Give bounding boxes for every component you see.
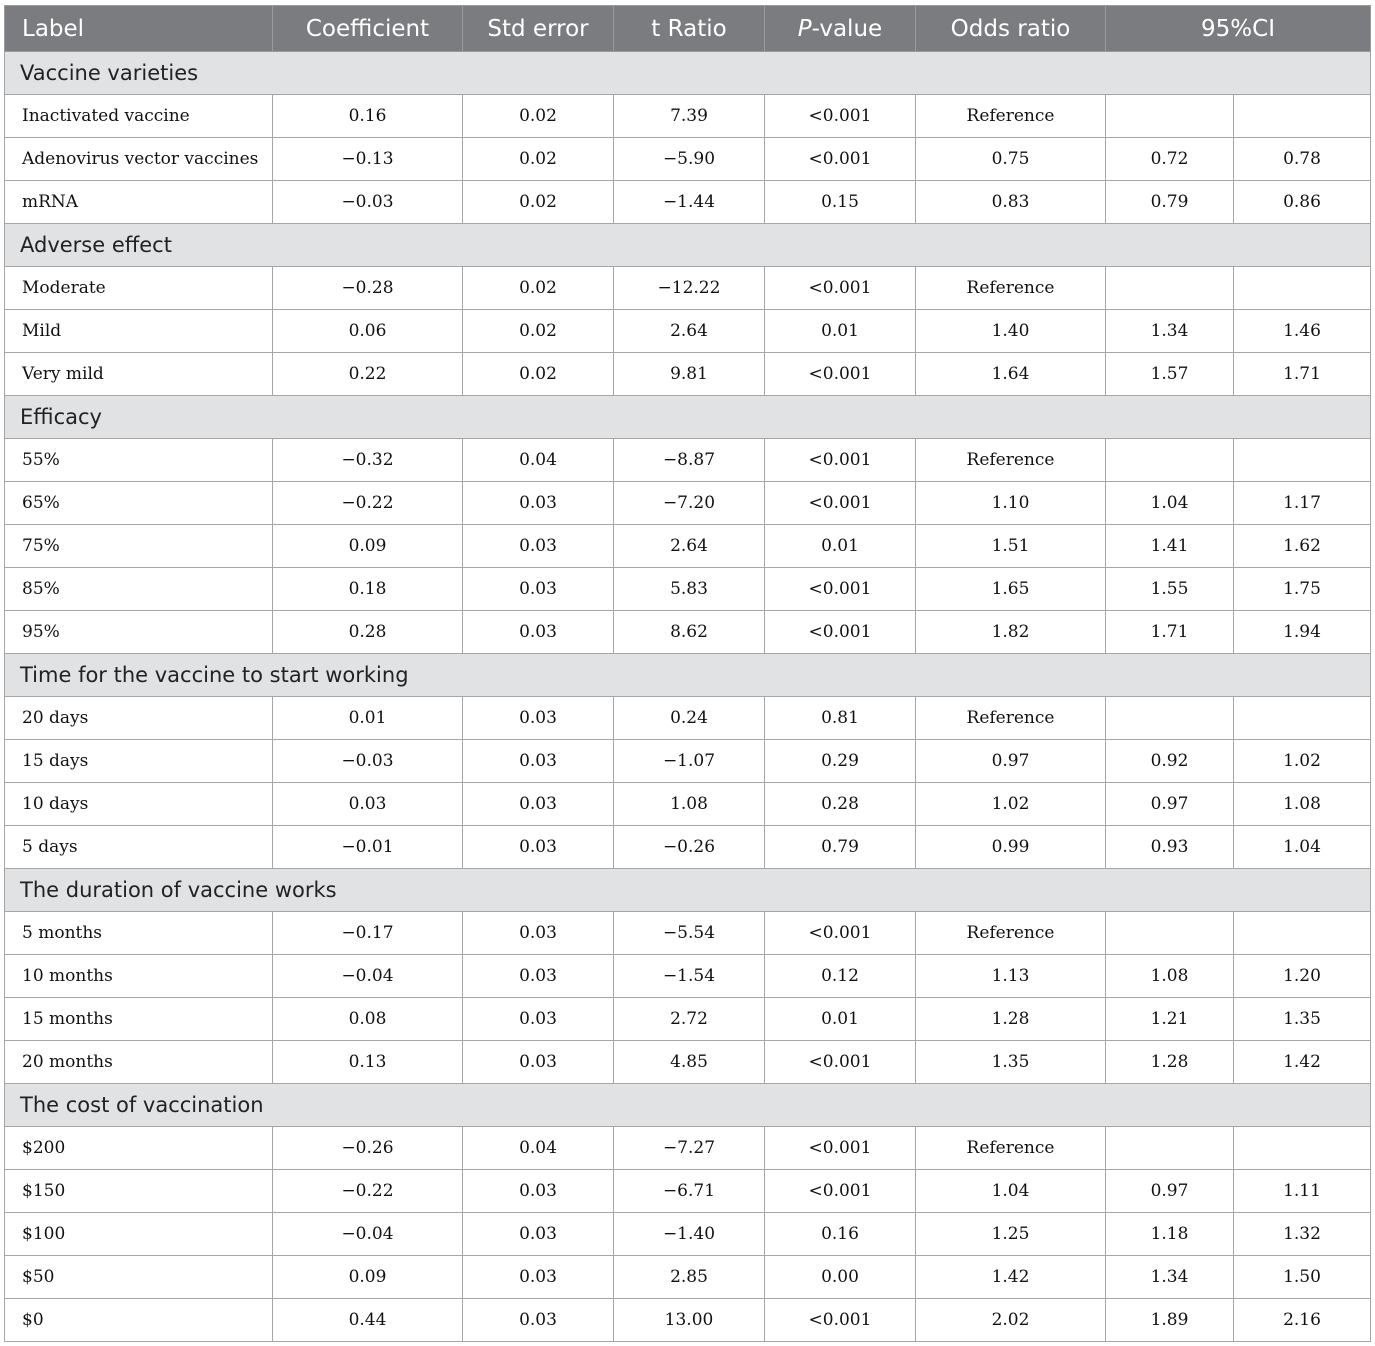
t-ratio-cell: −1.07 [614,740,765,783]
std-error-cell: 0.03 [463,1256,614,1299]
table-body [5,52,1371,1342]
p-value-cell: <0.001 [765,912,916,955]
table-row [5,1041,1371,1084]
p-value-cell: 0.01 [765,310,916,353]
coefficient-cell: −0.22 [273,482,463,525]
odds-ratio-cell: 1.35 [916,1041,1106,1084]
p-value-cell: <0.001 [765,353,916,396]
section-row [5,869,1371,912]
row-label: 95% [5,611,273,654]
ci-upper-cell: 1.32 [1234,1213,1371,1256]
coefficient-cell: 0.16 [273,95,463,138]
ci-lower-cell: 0.92 [1106,740,1234,783]
ci-lower-cell: 1.28 [1106,1041,1234,1084]
ci-lower-cell [1106,1127,1234,1170]
coefficient-cell: 0.13 [273,1041,463,1084]
ci-upper-cell: 1.42 [1234,1041,1371,1084]
std-error-cell: 0.03 [463,611,614,654]
coefficient-cell: 0.09 [273,525,463,568]
p-value-cell: 0.00 [765,1256,916,1299]
section-title: Adverse effect [5,224,1371,267]
ci-lower-cell: 1.21 [1106,998,1234,1041]
row-label: 55% [5,439,273,482]
ci-upper-cell: 1.35 [1234,998,1371,1041]
p-value-cell: 0.28 [765,783,916,826]
row-label: $150 [5,1170,273,1213]
table-row [5,310,1371,353]
ci-upper-cell: 1.17 [1234,482,1371,525]
table-row [5,482,1371,525]
section-row [5,654,1371,697]
odds-ratio-cell: Reference [916,1127,1106,1170]
row-label: Moderate [5,267,273,310]
ci-lower-cell: 1.57 [1106,353,1234,396]
table-row [5,1299,1371,1342]
p-value-cell: <0.001 [765,568,916,611]
header-p-value-rest: -value [811,15,883,42]
section-row [5,224,1371,267]
table-row [5,181,1371,224]
table-row [5,1127,1371,1170]
table-row [5,1170,1371,1213]
table-row [5,611,1371,654]
std-error-cell: 0.02 [463,267,614,310]
t-ratio-cell: −7.27 [614,1127,765,1170]
odds-ratio-cell: 1.04 [916,1170,1106,1213]
odds-ratio-cell: 1.82 [916,611,1106,654]
p-value-cell: <0.001 [765,267,916,310]
coefficient-cell: 0.01 [273,697,463,740]
coefficient-cell: 0.28 [273,611,463,654]
std-error-cell: 0.03 [463,1170,614,1213]
coefficient-cell: −0.03 [273,181,463,224]
ci-upper-cell [1234,267,1371,310]
row-label: 10 days [5,783,273,826]
odds-ratio-cell: 1.64 [916,353,1106,396]
row-label: Inactivated vaccine [5,95,273,138]
odds-ratio-cell: Reference [916,95,1106,138]
table-row [5,912,1371,955]
odds-ratio-cell: Reference [916,697,1106,740]
row-label: Mild [5,310,273,353]
std-error-cell: 0.03 [463,955,614,998]
header-row [5,6,1371,52]
t-ratio-cell: −0.26 [614,826,765,869]
row-label: 85% [5,568,273,611]
odds-ratio-cell: 1.65 [916,568,1106,611]
coefficient-cell: −0.13 [273,138,463,181]
p-value-cell: 0.01 [765,525,916,568]
header-odds-ratio: Odds ratio [916,6,1106,52]
odds-ratio-cell: 0.97 [916,740,1106,783]
coefficient-cell: 0.06 [273,310,463,353]
t-ratio-cell: 5.83 [614,568,765,611]
t-ratio-cell: −1.54 [614,955,765,998]
t-ratio-cell: 9.81 [614,353,765,396]
t-ratio-cell: 8.62 [614,611,765,654]
ci-upper-cell: 0.86 [1234,181,1371,224]
coefficient-cell: −0.01 [273,826,463,869]
row-label: $100 [5,1213,273,1256]
ci-lower-cell: 0.79 [1106,181,1234,224]
p-value-cell: <0.001 [765,1170,916,1213]
odds-ratio-cell: 0.99 [916,826,1106,869]
row-label: $200 [5,1127,273,1170]
table-row [5,1256,1371,1299]
p-value-cell: <0.001 [765,611,916,654]
t-ratio-cell: −7.20 [614,482,765,525]
std-error-cell: 0.03 [463,998,614,1041]
table-row [5,525,1371,568]
ci-lower-cell: 1.34 [1106,310,1234,353]
ci-lower-cell: 0.97 [1106,1170,1234,1213]
t-ratio-cell: 2.64 [614,525,765,568]
section-title: Time for the vaccine to start working [5,654,1371,697]
header-coefficient: Coefficient [273,6,463,52]
table-row [5,568,1371,611]
coefficient-cell: −0.17 [273,912,463,955]
t-ratio-cell: −1.40 [614,1213,765,1256]
ci-upper-cell [1234,95,1371,138]
ci-lower-cell: 0.97 [1106,783,1234,826]
ci-lower-cell: 1.08 [1106,955,1234,998]
odds-ratio-cell: 0.75 [916,138,1106,181]
std-error-cell: 0.03 [463,1213,614,1256]
std-error-cell: 0.03 [463,568,614,611]
table-row [5,439,1371,482]
coefficient-cell: 0.03 [273,783,463,826]
row-label: 5 months [5,912,273,955]
row-label: $0 [5,1299,273,1342]
table-row [5,740,1371,783]
std-error-cell: 0.03 [463,697,614,740]
ci-lower-cell [1106,912,1234,955]
ci-lower-cell: 1.41 [1106,525,1234,568]
section-row [5,1084,1371,1127]
coefficient-cell: −0.28 [273,267,463,310]
ci-upper-cell: 1.02 [1234,740,1371,783]
row-label: Very mild [5,353,273,396]
header-label: Label [5,6,273,52]
std-error-cell: 0.03 [463,482,614,525]
ci-upper-cell: 1.50 [1234,1256,1371,1299]
std-error-cell: 0.02 [463,95,614,138]
section-title: Efficacy [5,396,1371,439]
ci-upper-cell: 1.71 [1234,353,1371,396]
coefficient-cell: 0.44 [273,1299,463,1342]
ci-upper-cell: 1.04 [1234,826,1371,869]
p-value-cell: 0.15 [765,181,916,224]
table-row [5,138,1371,181]
odds-ratio-cell: 1.13 [916,955,1106,998]
section-row [5,396,1371,439]
t-ratio-cell: 7.39 [614,95,765,138]
coefficient-cell: −0.03 [273,740,463,783]
t-ratio-cell: 1.08 [614,783,765,826]
row-label: 65% [5,482,273,525]
ci-upper-cell [1234,1127,1371,1170]
std-error-cell: 0.03 [463,525,614,568]
t-ratio-cell: 13.00 [614,1299,765,1342]
ci-lower-cell: 0.93 [1106,826,1234,869]
t-ratio-cell: −5.90 [614,138,765,181]
p-value-cell: <0.001 [765,439,916,482]
p-value-cell: <0.001 [765,95,916,138]
ci-lower-cell: 1.89 [1106,1299,1234,1342]
p-value-cell: 0.79 [765,826,916,869]
coefficient-cell: −0.26 [273,1127,463,1170]
table-row [5,783,1371,826]
coefficient-cell: 0.22 [273,353,463,396]
ci-upper-cell: 1.62 [1234,525,1371,568]
p-value-cell: <0.001 [765,138,916,181]
odds-ratio-cell: 1.51 [916,525,1106,568]
ci-upper-cell: 0.78 [1234,138,1371,181]
std-error-cell: 0.03 [463,1299,614,1342]
odds-ratio-cell: 1.40 [916,310,1106,353]
section-row [5,52,1371,95]
odds-ratio-cell: 0.83 [916,181,1106,224]
p-value-cell: 0.12 [765,955,916,998]
row-label: 15 months [5,998,273,1041]
header-std-error: Std error [463,6,614,52]
header-p-value [765,6,916,52]
section-title: The cost of vaccination [5,1084,1371,1127]
odds-ratio-cell: 1.02 [916,783,1106,826]
coefficient-cell: −0.04 [273,955,463,998]
std-error-cell: 0.03 [463,1041,614,1084]
t-ratio-cell: −1.44 [614,181,765,224]
table-row [5,955,1371,998]
odds-ratio-cell: 1.28 [916,998,1106,1041]
t-ratio-cell: 2.72 [614,998,765,1041]
coefficient-cell: −0.22 [273,1170,463,1213]
header-95ci: 95%CI [1106,6,1371,52]
p-value-cell: 0.29 [765,740,916,783]
ci-upper-cell [1234,697,1371,740]
ci-lower-cell: 1.18 [1106,1213,1234,1256]
std-error-cell: 0.02 [463,138,614,181]
p-value-cell: 0.01 [765,998,916,1041]
ci-upper-cell: 1.46 [1234,310,1371,353]
table-row [5,826,1371,869]
ci-upper-cell: 1.08 [1234,783,1371,826]
ci-lower-cell [1106,697,1234,740]
table-row [5,353,1371,396]
odds-ratio-cell: Reference [916,267,1106,310]
coefficient-cell: 0.08 [273,998,463,1041]
ci-lower-cell: 1.55 [1106,568,1234,611]
coefficient-cell: 0.18 [273,568,463,611]
ci-upper-cell: 1.20 [1234,955,1371,998]
ci-upper-cell: 1.94 [1234,611,1371,654]
ci-upper-cell [1234,912,1371,955]
ci-lower-cell [1106,439,1234,482]
t-ratio-cell: −5.54 [614,912,765,955]
coefficient-cell: −0.04 [273,1213,463,1256]
ci-lower-cell [1106,267,1234,310]
std-error-cell: 0.03 [463,783,614,826]
row-label: 20 months [5,1041,273,1084]
p-value-cell: <0.001 [765,1041,916,1084]
t-ratio-cell: −8.87 [614,439,765,482]
t-ratio-cell: −12.22 [614,267,765,310]
t-ratio-cell: 0.24 [614,697,765,740]
header-p-value-italic: P [797,15,812,42]
section-title: Vaccine varieties [5,52,1371,95]
p-value-cell: <0.001 [765,482,916,525]
table-row [5,697,1371,740]
table-row [5,1213,1371,1256]
row-label: 75% [5,525,273,568]
table-row [5,95,1371,138]
row-label: $50 [5,1256,273,1299]
p-value-cell: 0.16 [765,1213,916,1256]
table-row [5,267,1371,310]
ci-lower-cell: 1.34 [1106,1256,1234,1299]
ci-upper-cell [1234,439,1371,482]
row-label: 15 days [5,740,273,783]
table-header [5,6,1371,52]
std-error-cell: 0.02 [463,310,614,353]
table-row [5,998,1371,1041]
t-ratio-cell: 2.64 [614,310,765,353]
std-error-cell: 0.02 [463,181,614,224]
std-error-cell: 0.04 [463,1127,614,1170]
p-value-cell: <0.001 [765,1127,916,1170]
std-error-cell: 0.02 [463,353,614,396]
ci-upper-cell: 1.11 [1234,1170,1371,1213]
ci-lower-cell [1106,95,1234,138]
coefficient-cell: −0.32 [273,439,463,482]
std-error-cell: 0.04 [463,439,614,482]
t-ratio-cell: −6.71 [614,1170,765,1213]
ci-lower-cell: 0.72 [1106,138,1234,181]
std-error-cell: 0.03 [463,740,614,783]
row-label: 20 days [5,697,273,740]
p-value-cell: 0.81 [765,697,916,740]
std-error-cell: 0.03 [463,826,614,869]
odds-ratio-cell: 2.02 [916,1299,1106,1342]
regression-table [4,5,1371,1342]
ci-lower-cell: 1.04 [1106,482,1234,525]
odds-ratio-cell: Reference [916,912,1106,955]
odds-ratio-cell: 1.25 [916,1213,1106,1256]
coefficient-cell: 0.09 [273,1256,463,1299]
section-title: The duration of vaccine works [5,869,1371,912]
t-ratio-cell: 2.85 [614,1256,765,1299]
odds-ratio-cell: 1.10 [916,482,1106,525]
t-ratio-cell: 4.85 [614,1041,765,1084]
ci-lower-cell: 1.71 [1106,611,1234,654]
row-label: 10 months [5,955,273,998]
row-label: mRNA [5,181,273,224]
odds-ratio-cell: 1.42 [916,1256,1106,1299]
row-label: Adenovirus vector vaccines [5,138,273,181]
p-value-cell: <0.001 [765,1299,916,1342]
header-t-ratio: t Ratio [614,6,765,52]
ci-upper-cell: 2.16 [1234,1299,1371,1342]
std-error-cell: 0.03 [463,912,614,955]
odds-ratio-cell: Reference [916,439,1106,482]
ci-upper-cell: 1.75 [1234,568,1371,611]
row-label: 5 days [5,826,273,869]
